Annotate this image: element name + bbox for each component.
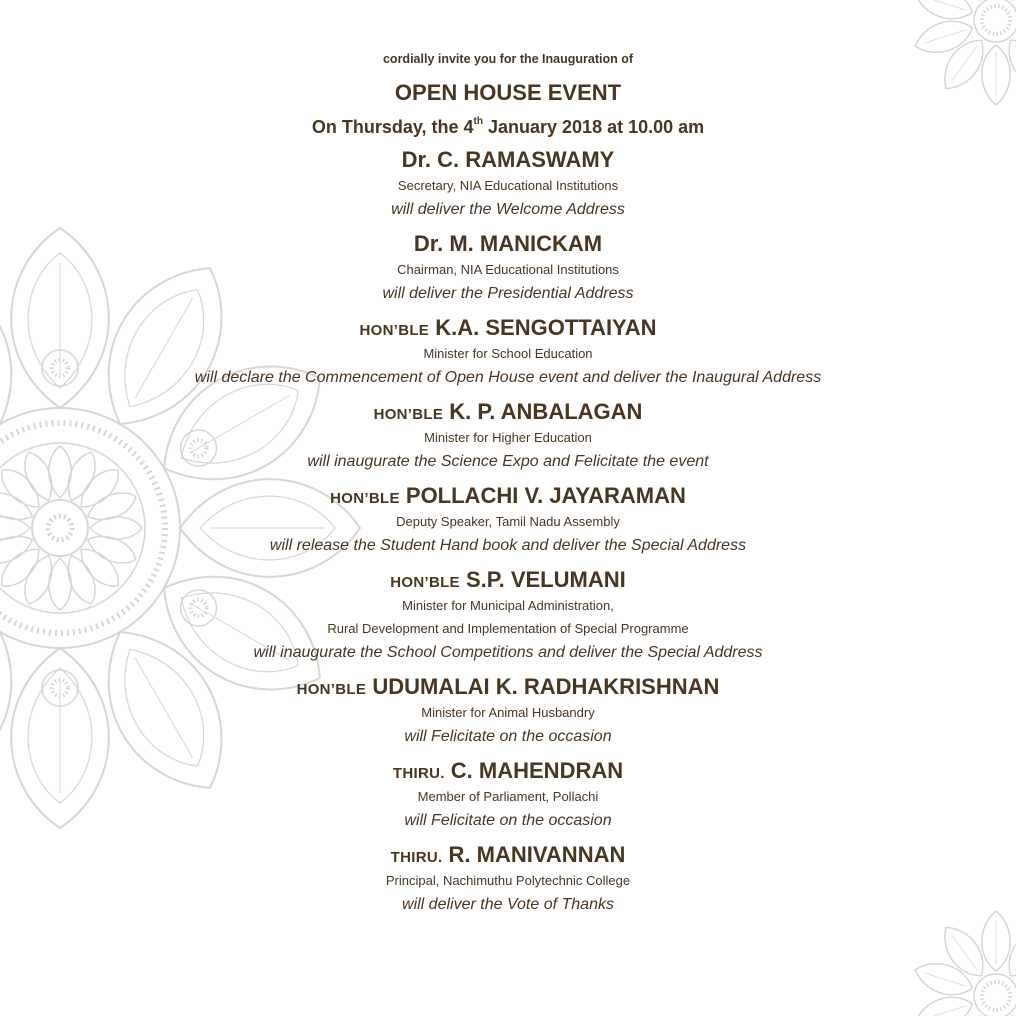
dignitary-action: will Felicitate on the occasion [404, 728, 612, 745]
dignitary-action: will inaugurate the School Competitions and deliver the Special Address [253, 644, 763, 661]
dignitary-role: Rural Development and Implementation of Special Programme [327, 621, 689, 636]
corner-ornament-bottom-right [906, 906, 1016, 1016]
dignitary-name: Dr. C. RAMASWAMY [401, 147, 615, 172]
dignitary-name-line [0, 566, 1016, 594]
dignitary-role: Chairman, NIA Educational Institutions [397, 262, 619, 277]
dignitary-name: POLLACHI V. JAYARAMAN [405, 483, 686, 508]
dignitary-name: K. P. ANBALAGAN [449, 399, 643, 424]
dignitary-action: will deliver the Presidential Address [382, 285, 634, 302]
dignitary-action: will release the Student Hand book and deliver the Special Address [269, 537, 747, 554]
dignitary-block [0, 757, 1016, 833]
dignitary-name-line [0, 146, 1016, 174]
intro-text: cordially invite you for the Inauguration of [382, 52, 634, 66]
dignitary-role: Minister for Animal Husbandry [421, 705, 595, 720]
dignitary-action: will deliver the Vote of Thanks [402, 896, 614, 913]
dignitary-block [0, 398, 1016, 474]
dignitary-name-line [0, 314, 1016, 342]
dignitary-block [0, 566, 1016, 665]
date-ordinal: th [473, 116, 483, 127]
honorific-prefix: HON’BLE [330, 490, 400, 507]
honorific-prefix: HON’BLE [359, 322, 430, 339]
event-title: OPEN HOUSE EVENT [394, 80, 622, 105]
date-prefix: On Thursday, the 4 [311, 117, 474, 137]
event-date [0, 108, 1016, 140]
dignitary-action: will inaugurate the Science Expo and Felicitate the event [307, 453, 709, 470]
honorific-prefix: HON’BLE [373, 406, 444, 423]
dignitary-block [0, 230, 1016, 306]
dignitary-name-line [0, 398, 1016, 426]
dignitary-name: Dr. M. MANICKAM [413, 231, 603, 256]
honorific-prefix: HON’BLE [390, 574, 460, 591]
invitation-content [0, 48, 1016, 917]
dignitary-list [0, 146, 1016, 917]
dignitary-action: will Felicitate on the occasion [404, 812, 612, 829]
date-rest: January 2018 at 10.00 am [483, 117, 705, 137]
dignitary-name-line [0, 673, 1016, 701]
honorific-prefix: THIRU. [390, 849, 443, 866]
dignitary-name-line [0, 230, 1016, 258]
dignitary-name-line [0, 757, 1016, 785]
dignitary-block [0, 314, 1016, 390]
dignitary-action: will declare the Commencement of Open House event and deliver the Inaugural Address [194, 369, 822, 386]
dignitary-name-line [0, 482, 1016, 510]
dignitary-role: Deputy Speaker, Tamil Nadu Assembly [396, 514, 620, 529]
dignitary-name: UDUMALAI K. RADHAKRISHNAN [372, 674, 720, 699]
dignitary-block [0, 146, 1016, 222]
dignitary-name: S.P. VELUMANI [465, 567, 626, 592]
dignitary-role: Principal, Nachimuthu Polytechnic College [385, 873, 631, 888]
dignitary-name: C. MAHENDRAN [450, 758, 624, 783]
dignitary-block [0, 841, 1016, 917]
dignitary-role: Minister for Municipal Administration, [402, 598, 614, 613]
dignitary-action: will deliver the Welcome Address [391, 201, 625, 218]
dignitary-name-line [0, 841, 1016, 869]
dignitary-role: Member of Parliament, Pollachi [417, 789, 599, 804]
dignitary-role: Minister for School Education [423, 346, 593, 361]
dignitary-name: R. MANIVANNAN [448, 842, 626, 867]
dignitary-role: Secretary, NIA Educational Institutions [397, 178, 619, 193]
dignitary-role: Minister for Higher Education [424, 430, 592, 445]
dignitary-block [0, 482, 1016, 558]
honorific-prefix: THIRU. [392, 765, 445, 782]
dignitary-block [0, 673, 1016, 749]
dignitary-name: K.A. SENGOTTAIYAN [435, 315, 657, 340]
honorific-prefix: HON’BLE [296, 681, 367, 698]
